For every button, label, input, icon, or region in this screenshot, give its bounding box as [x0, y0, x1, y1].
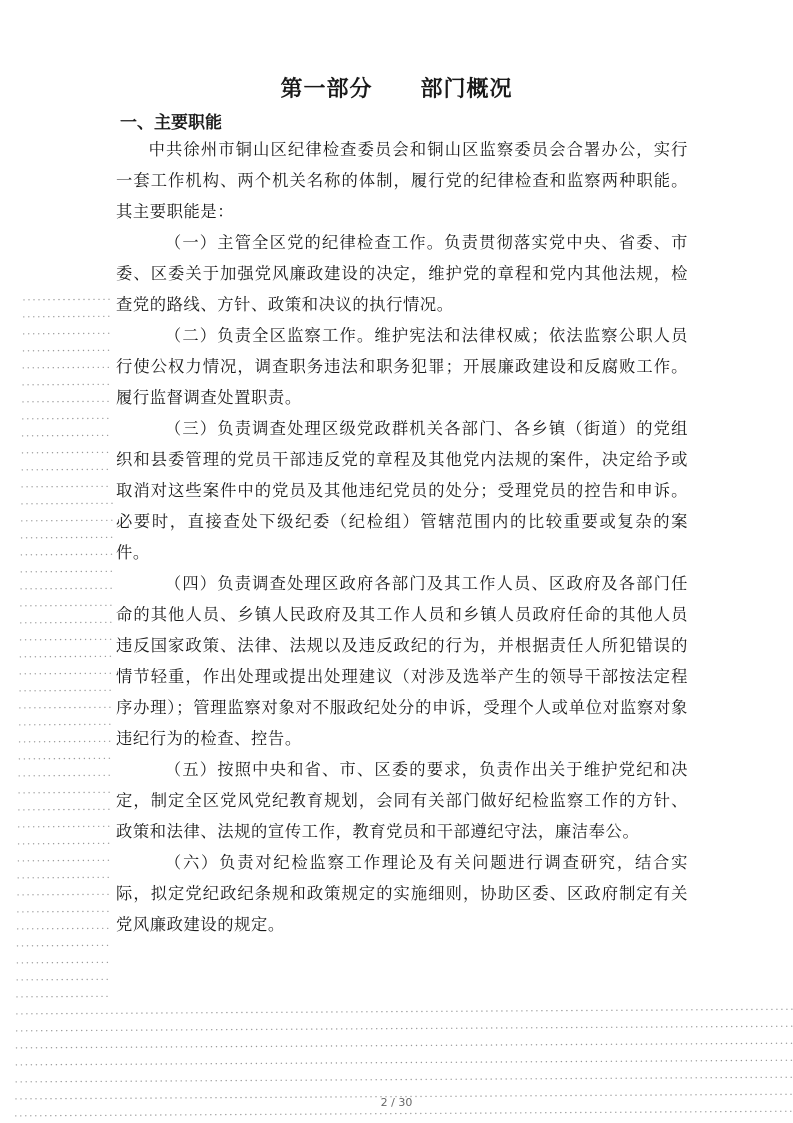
- section-heading: 一、主要职能: [120, 113, 222, 133]
- paragraph-item-4: （四）负责调查处理区政府各部门及其工作人员、区政府及各部门任命的其他人员、乡镇人民政府及其工作人员和乡镇人员政府任命的其他人员违反国家政策、法律、法规以及违反政纪的行为，并根据责任人所犯错误的情节轻重，作出处理或提出处理建议（对涉及选举产生的领导干部按法定程序办理）；管理监察对象对不服政纪处分的申诉，受理个人或单位对监察对象违纪行为的检查、控告。: [116, 574, 688, 748]
- title-name: 部门概况: [420, 77, 513, 102]
- paragraph-item-6: （六）负责对纪检监察工作理论及有关问题进行调查研究，结合实际，拟定党纪政纪条规和政策规定的实施细则，协助区委、区政府制定有关党风廉政建设的规定。: [116, 853, 688, 934]
- page-number: 2 / 30: [380, 1096, 413, 1109]
- paragraph-item-5: （五）按照中央和省、市、区委的要求，负责作出关于维护党纪和决定，制定全区党风党纪教育规划，会同有关部门做好纪检监察工作的方针、政策和法律、法规的宣传工作，教育党员和干部遵纪守法，廉洁奉公。: [116, 760, 688, 841]
- page-title: [0, 72, 793, 103]
- paragraph-intro: 中共徐州市铜山区纪律检查委员会和铜山区监察委员会合署办公，实行一套工作机构、两个机关名称的体制，履行党的纪律检查和监察两种职能。其主要职能是：: [116, 140, 688, 221]
- body-text: [116, 134, 688, 940]
- title-part: 第一部分: [280, 77, 373, 102]
- paragraph-item-3: （三）负责调查处理区级党政群机关各部门、各乡镇（街道）的党组织和县委管理的党员干部违反党的章程及其他党内法规的案件，决定给予或取消对这些案件中的党员及其他违纪党员的处分；受理党员的控告和申诉。必要时，直接查处下级纪委（纪检组）管辖范围内的比较重要或复杂的案件。: [116, 419, 688, 562]
- paragraph-item-2: （二）负责全区监察工作。维护宪法和法律权威；依法监察公职人员行使公权力情况，调查职务违法和职务犯罪；开展廉政建设和反腐败工作。履行监督调查处置职责。: [116, 326, 688, 407]
- paragraph-item-1: （一）主管全区党的纪律检查工作。负责贯彻落实党中央、省委、市委、区委关于加强党风廉政建设的决定，维护党的章程和党内其他法规，检查党的路线、方针、政策和决议的执行情况。: [116, 233, 688, 314]
